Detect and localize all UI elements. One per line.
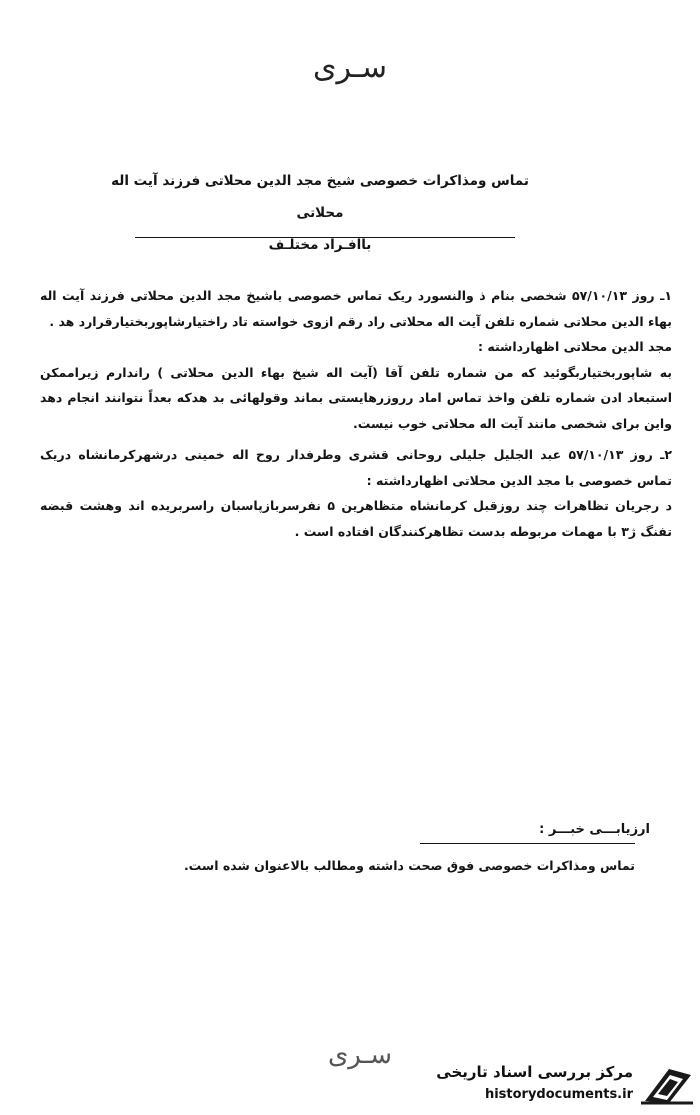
document-title bbox=[100, 165, 540, 261]
paragraph-4: ۲ـ روز ۵۷/۱۰/۱۳ عبد الجلیل جلیلی روحانی قشری وطرفدار روح اله خمینی درشهرکرمانشاه دریک تماس خصوصی با مجد الدین محلاتی اظهارداشته : bbox=[40, 447, 673, 488]
watermark-url[interactable] bbox=[418, 1087, 633, 1102]
classification-header: سـری bbox=[313, 50, 387, 85]
evaluation-label: ارزیابـــی خبـــر : bbox=[539, 822, 650, 837]
title-line-2: باافـراد مختلـف bbox=[268, 237, 372, 253]
evaluation-underline bbox=[420, 843, 635, 844]
classification-footer: سـری bbox=[327, 1040, 393, 1070]
title-underline bbox=[135, 237, 515, 238]
paragraph-2: مجد الدین محلاتی اظهارداشته : bbox=[478, 339, 672, 354]
paragraph-3: به شاپوربختیاربگوئید که من شماره تلفن آقا (آیت اله شیخ بهاء الدین محلاتی ) راندارم زیراممکن استبعاد ادن شماره تلفن واخذ تماس اماد رروزرهایستی بماند وقولهائی بد هدکه بعداً نتوانند انجام دهد واین برای شخصی مانند آیت اله محلاتی خوب نیست. bbox=[40, 364, 672, 431]
document-body bbox=[40, 283, 672, 544]
title-line-1: تماس ومذاکرات خصوصی شیخ مجد الدین محلاتی فرزند آیت اله محلاتی bbox=[111, 173, 529, 221]
watermark-persian: مرکز بررسی اسناد تاریخی bbox=[436, 1063, 633, 1081]
paragraph-1: ۱ـ روز ۵۷/۱۰/۱۳ شخصی بنام ذ والنسورد ریک تماس خصوصی باشیخ مجد الدین محلاتی فرزند آیت اله بهاء الدین محلاتی شماره تلفن آیت اله محلاتی راد رقم ازوی خواسته تاد راختیارشاپوربختیارقرارد هد . bbox=[40, 288, 673, 329]
archive-logo-icon bbox=[639, 1063, 695, 1107]
evaluation-text: تماس ومذاکرات خصوصی فوق صحت داشته ومطالب بالاعنوان شده است. bbox=[183, 858, 635, 873]
watermark-url-text: historydocuments.ir bbox=[484, 1087, 633, 1102]
archive-watermark bbox=[410, 1057, 695, 1112]
paragraph-5: د رجریان تظاهرات چند روزقبل کرمانشاه متظاهرین ۵ نفرسربازپاسبان راسربریده اند وهشت قبضه تفنگ ژ۳ با مهمات مربوطه بدست تظاهرکنندگان افتاده است . bbox=[40, 498, 672, 539]
